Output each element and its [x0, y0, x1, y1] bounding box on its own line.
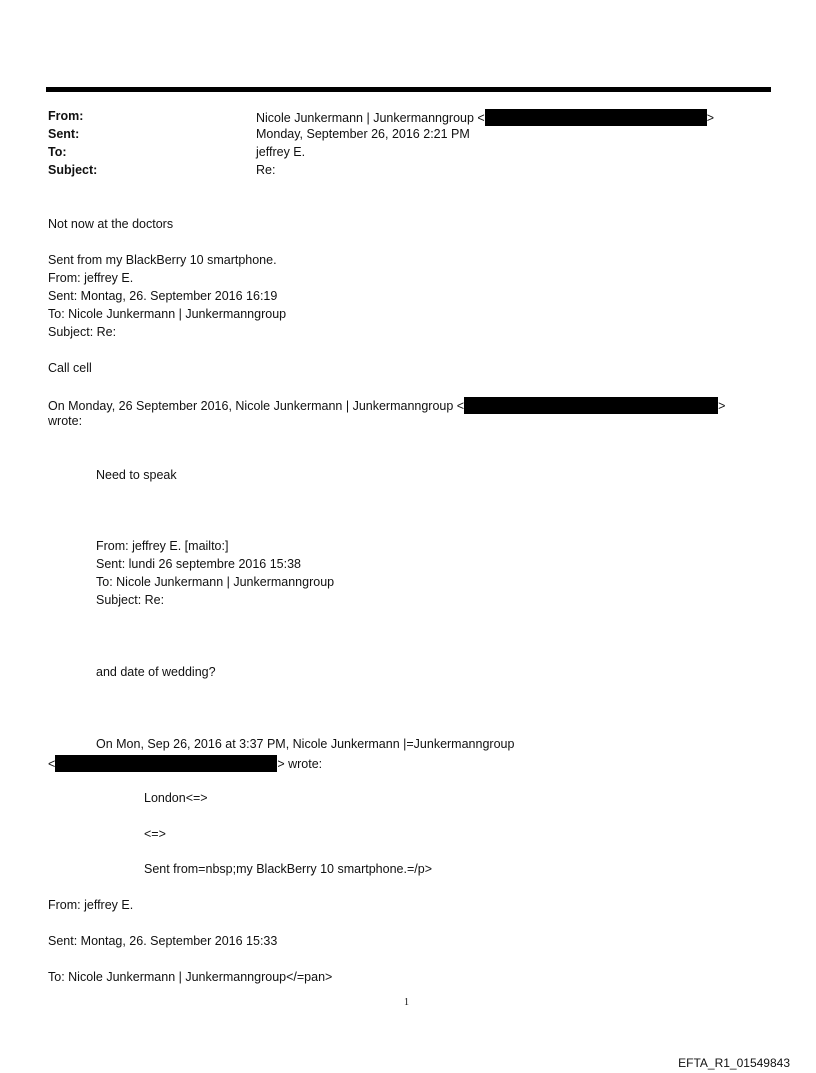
- to-value: jeffrey E.: [256, 145, 306, 159]
- quoted-sent: Sent: Montag, 26. September 2016 15:33: [48, 934, 278, 948]
- sent-label: Sent:: [48, 127, 80, 141]
- subject-value: Re:: [256, 163, 276, 177]
- quoted-from: From: jeffrey E. [mailto:]: [96, 539, 229, 553]
- signature-line: Sent from=nbsp;my BlackBerry 10 smartphone.=/p>: [144, 862, 432, 876]
- to-label: To:: [48, 145, 67, 159]
- document-id: EFTA_R1_01549843: [678, 1056, 790, 1070]
- quote-attribution: On Monday, 26 September 2016, Nicole Junkermann | Junkermanngroup < >: [48, 399, 726, 413]
- header-rule: [46, 87, 771, 92]
- message-line: Not now at the doctors: [48, 217, 174, 231]
- quoted-to: To: Nicole Junkermann | Junkermanngroup</=pan>: [48, 970, 333, 984]
- quoted-to: To: Nicole Junkermann | Junkermanngroup: [48, 307, 287, 321]
- message-line: Call cell: [48, 361, 92, 375]
- quoted-from: From: jeffrey E.: [48, 898, 134, 912]
- redaction-box: [485, 109, 707, 126]
- message-line: Need to speak: [96, 468, 177, 482]
- quoted-subject: Subject: Re:: [48, 325, 117, 339]
- quote-attribution: On Mon, Sep 26, 2016 at 3:37 PM, Nicole Junkermann |=Junkermanngroup: [96, 737, 515, 751]
- from-label: From:: [48, 109, 84, 123]
- redaction-box: [55, 755, 277, 772]
- signature-line: Sent from my BlackBerry 10 smartphone.: [48, 253, 277, 267]
- quoted-to: To: Nicole Junkermann | Junkermanngroup: [96, 575, 335, 589]
- message-line: and date of wedding?: [96, 665, 216, 679]
- quote-attribution-cont: < > wrote:: [48, 757, 323, 771]
- quoted-sent: Sent: Montag, 26. September 2016 16:19: [48, 289, 278, 303]
- from-value: Nicole Junkermann | Junkermanngroup < >: [256, 111, 715, 125]
- quote-wrote: wrote:: [48, 414, 83, 428]
- message-line: <=>: [144, 827, 166, 841]
- quoted-subject: Subject: Re:: [96, 593, 165, 607]
- page-number: 1: [404, 997, 409, 1008]
- subject-label: Subject:: [48, 163, 98, 177]
- quoted-from: From: jeffrey E.: [48, 271, 134, 285]
- sent-value: Monday, September 26, 2016 2:21 PM: [256, 127, 470, 141]
- message-line: London<=>: [144, 791, 208, 805]
- quoted-sent: Sent: lundi 26 septembre 2016 15:38: [96, 557, 302, 571]
- redaction-box: [464, 397, 718, 414]
